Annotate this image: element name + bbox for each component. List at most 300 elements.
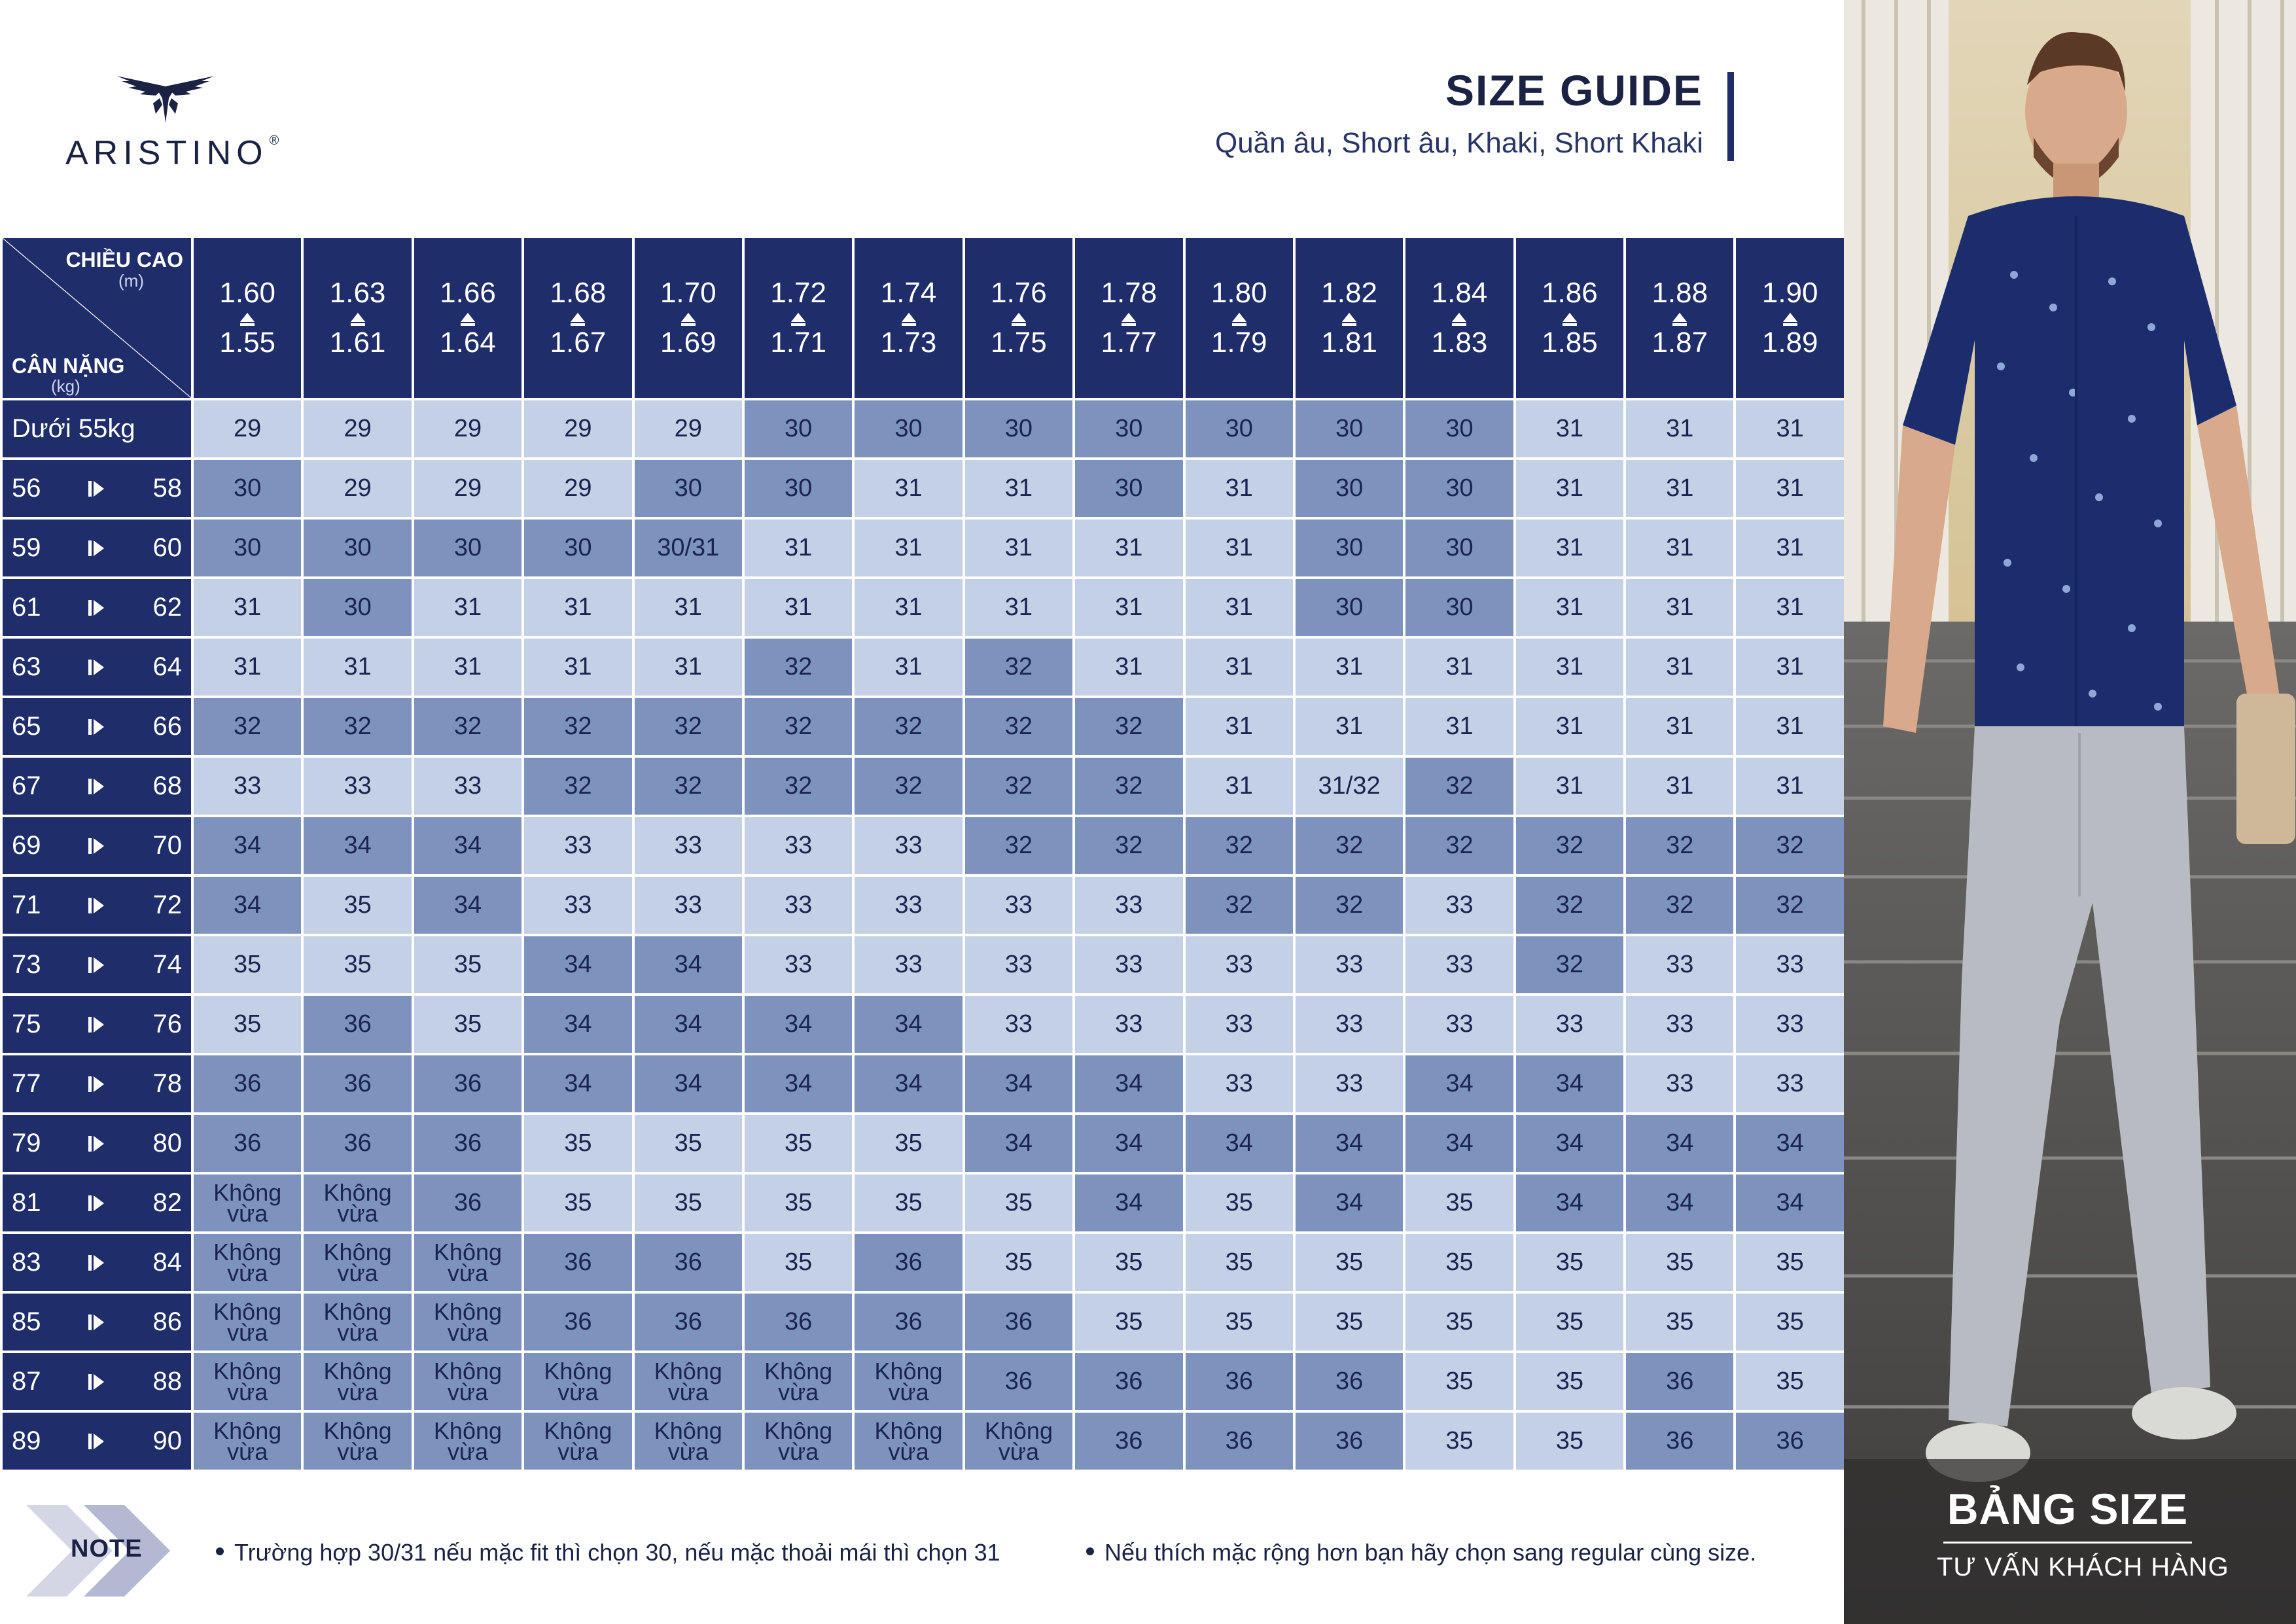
size-cell: 30 [1294, 399, 1404, 459]
size-cell: 31 [1625, 697, 1735, 756]
height-column-header [1294, 237, 1404, 399]
size-cell: Không vừa [743, 1352, 853, 1411]
size-cell: Không vừa [302, 1173, 412, 1233]
weight-row-header [1, 637, 192, 697]
height-min: 1.77 [1101, 327, 1157, 359]
size-cell: 33 [1735, 995, 1845, 1054]
size-cell: Không vừa [964, 1411, 1074, 1471]
size-cell: 32 [1074, 756, 1184, 816]
size-cell: 34 [743, 1054, 853, 1114]
size-cell: 31 [413, 637, 523, 697]
size-cell: 31 [1735, 578, 1845, 637]
up-arrow-icon [1783, 313, 1797, 322]
weight-to: 88 [152, 1367, 182, 1396]
weight-to: 64 [152, 652, 182, 681]
size-cell: 30 [1074, 459, 1184, 518]
size-cell: 32 [1404, 756, 1514, 816]
size-cell: 34 [413, 816, 523, 875]
size-cell: 35 [964, 1173, 1074, 1233]
weight-row-header [1, 1292, 192, 1352]
size-cell: 30 [1404, 399, 1514, 459]
size-cell: Không vừa [633, 1352, 743, 1411]
table-row [1, 1411, 1845, 1471]
table-row [1, 518, 1845, 578]
weight-from: 89 [12, 1426, 41, 1455]
weight-row-header [1, 1233, 192, 1292]
table-corner-header [1, 237, 192, 399]
size-cell: 32 [523, 756, 633, 816]
size-cell: 31 [1735, 637, 1845, 697]
table-row [1, 399, 1845, 459]
height-max: 1.80 [1210, 277, 1267, 309]
height-min: 1.61 [329, 327, 386, 359]
size-cell: 30 [1184, 399, 1294, 459]
size-cell: 31 [964, 578, 1074, 637]
size-cell: 33 [1184, 995, 1294, 1054]
weight-to: 58 [152, 474, 182, 503]
weight-row-header [1, 518, 192, 578]
size-cell: 30 [1294, 578, 1404, 637]
height-max: 1.84 [1431, 277, 1488, 309]
size-cell: 35 [523, 1114, 633, 1173]
weight-range [12, 950, 182, 980]
size-cell: 33 [1184, 935, 1294, 995]
size-cell: 36 [1184, 1352, 1294, 1411]
caption-subtitle: TƯ VẤN KHÁCH HÀNG [1937, 1553, 2229, 1581]
size-cell: 31 [633, 637, 743, 697]
size-cell: 31 [1515, 578, 1625, 637]
size-cell: 32 [743, 756, 853, 816]
weight-row-header [1, 875, 192, 935]
table-row [1, 816, 1845, 875]
size-cell: 29 [413, 459, 523, 518]
size-cell: Không vừa [523, 1352, 633, 1411]
height-max: 1.76 [991, 277, 1047, 309]
size-cell: 31 [743, 578, 853, 637]
size-cell: 35 [302, 875, 412, 935]
weight-unit: (kg) [51, 376, 80, 396]
height-column-header [1515, 237, 1625, 399]
size-cell: 30 [192, 459, 302, 518]
size-cell: 35 [1625, 1233, 1735, 1292]
table-row [1, 459, 1845, 518]
height-min: 1.69 [660, 327, 716, 359]
size-cell: 31 [1625, 518, 1735, 578]
size-cell: 32 [1404, 816, 1514, 875]
size-cell: 31 [853, 459, 963, 518]
size-cell: 34 [1515, 1173, 1625, 1233]
size-cell: 30 [743, 459, 853, 518]
size-cell: 36 [192, 1114, 302, 1173]
size-cell: 32 [1294, 875, 1404, 935]
table-row [1, 875, 1845, 935]
size-cell: 33 [1625, 935, 1735, 995]
height-column-header [853, 237, 963, 399]
weight-from: 63 [12, 652, 41, 681]
size-cell: Không vừa [192, 1173, 302, 1233]
size-cell: 32 [853, 697, 963, 756]
height-max: 1.63 [329, 277, 386, 309]
size-cell: 35 [743, 1173, 853, 1233]
size-cell: 32 [1184, 875, 1294, 935]
weight-from: 81 [12, 1188, 41, 1217]
size-cell: 33 [1294, 995, 1404, 1054]
size-cell: 34 [1294, 1114, 1404, 1173]
size-cell: 33 [1404, 935, 1514, 995]
size-cell: 31 [192, 578, 302, 637]
size-cell: 31 [1184, 459, 1294, 518]
size-cell: 35 [192, 935, 302, 995]
size-cell: 35 [413, 935, 523, 995]
weight-from: 85 [12, 1307, 41, 1336]
size-cell: 31 [853, 637, 963, 697]
size-cell: 35 [1294, 1233, 1404, 1292]
weight-range [12, 1188, 182, 1218]
height-axis-label [65, 249, 183, 291]
weight-range [12, 712, 182, 741]
play-arrow-icon [88, 778, 105, 795]
size-cell: 31 [964, 518, 1074, 578]
size-cell: 31 [1404, 637, 1514, 697]
play-arrow-icon [88, 838, 105, 855]
size-cell: 34 [1515, 1114, 1625, 1173]
weight-to: 62 [152, 593, 182, 622]
size-cell: 36 [743, 1292, 853, 1352]
size-cell: 31 [1515, 756, 1625, 816]
size-cell: Không vừa [853, 1352, 963, 1411]
size-cell: 29 [302, 459, 412, 518]
weight-range [12, 1010, 182, 1039]
weight-row-header [1, 459, 192, 518]
weight-from: 61 [12, 593, 41, 622]
size-cell: 36 [633, 1292, 743, 1352]
size-cell: 33 [743, 875, 853, 935]
play-arrow-icon [88, 540, 105, 557]
size-cell: 33 [964, 995, 1074, 1054]
size-cell: 32 [633, 697, 743, 756]
size-cell: 33 [743, 816, 853, 875]
table-row [1, 637, 1845, 697]
size-cell: 31 [1515, 697, 1625, 756]
weight-row-header [1, 816, 192, 875]
weight-range [12, 1069, 182, 1099]
weight-label: Dưới 55kg [12, 414, 135, 443]
size-cell: 33 [1404, 995, 1514, 1054]
size-cell: 35 [1404, 1173, 1514, 1233]
photo-caption [1937, 1484, 2229, 1582]
height-column-header [413, 237, 523, 399]
brand-name [65, 133, 279, 173]
weight-from: 77 [12, 1069, 41, 1098]
size-cell: 35 [1515, 1233, 1625, 1292]
size-cell: 34 [743, 995, 853, 1054]
weight-from: 59 [12, 533, 41, 562]
weight-label: CÂN NẶNG [12, 354, 125, 378]
up-arrow-icon [1672, 313, 1687, 322]
size-cell: 33 [1625, 1054, 1735, 1114]
weight-row-header [1, 1352, 192, 1411]
size-cell: 31 [1735, 756, 1845, 816]
height-column-header [1625, 237, 1735, 399]
size-cell: 35 [1184, 1173, 1294, 1233]
size-cell: 33 [853, 935, 963, 995]
play-arrow-icon [88, 1076, 105, 1093]
brand-block [65, 72, 279, 177]
weight-to: 70 [152, 831, 182, 860]
size-cell: 29 [523, 459, 633, 518]
size-cell: 31 [964, 459, 1074, 518]
up-arrow-icon [1012, 313, 1026, 322]
size-cell: 32 [743, 637, 853, 697]
size-cell: 35 [1404, 1233, 1514, 1292]
size-cell: 34 [1074, 1054, 1184, 1114]
size-cell: 35 [1184, 1233, 1294, 1292]
size-cell: 30 [1404, 518, 1514, 578]
size-cell: 36 [1184, 1411, 1294, 1471]
size-cell: 33 [302, 756, 412, 816]
size-cell: Không vừa [192, 1352, 302, 1411]
size-cell: 31 [1625, 399, 1735, 459]
size-cell: 32 [523, 697, 633, 756]
size-cell: 33 [1294, 935, 1404, 995]
size-cell: 33 [1074, 875, 1184, 935]
height-min: 1.85 [1542, 327, 1598, 359]
size-cell: 33 [1074, 935, 1184, 995]
page-title: SIZE GUIDE [1445, 66, 1703, 115]
weight-from: 73 [12, 950, 41, 979]
size-cell: 31 [1184, 637, 1294, 697]
weight-range [12, 891, 182, 920]
table-row [1, 1114, 1845, 1173]
caption-divider [1943, 1542, 2192, 1544]
size-cell: 33 [743, 935, 853, 995]
weight-to: 90 [152, 1426, 182, 1455]
size-cell: 30 [1294, 459, 1404, 518]
size-cell: 33 [192, 756, 302, 816]
play-arrow-icon [88, 718, 105, 735]
bullet-icon [216, 1547, 224, 1555]
table-row [1, 1233, 1845, 1292]
up-arrow-icon [571, 313, 585, 322]
size-cell: 34 [1625, 1114, 1735, 1173]
size-cell: 31 [1515, 459, 1625, 518]
size-cell: 34 [1184, 1114, 1294, 1173]
size-cell: 30 [743, 399, 853, 459]
size-cell: 32 [964, 756, 1074, 816]
table-row [1, 995, 1845, 1054]
size-cell: 31 [1735, 399, 1845, 459]
size-cell: 30 [964, 399, 1074, 459]
size-cell: 35 [853, 1114, 963, 1173]
size-cell: 30 [1074, 399, 1184, 459]
size-cell: 30 [633, 459, 743, 518]
size-cell: 30 [192, 518, 302, 578]
weight-range [12, 1426, 182, 1456]
weight-from: 67 [12, 771, 41, 800]
weight-row-header [1, 1054, 192, 1114]
size-cell: 33 [523, 875, 633, 935]
size-cell: 33 [1515, 995, 1625, 1054]
size-cell: 31 [1735, 697, 1845, 756]
table-row [1, 1054, 1845, 1114]
size-cell: 33 [1404, 875, 1514, 935]
size-cell: 31 [1074, 518, 1184, 578]
size-cell: 34 [853, 995, 963, 1054]
size-cell: 31 [1515, 518, 1625, 578]
size-cell: 33 [523, 816, 633, 875]
size-cell: 33 [1735, 935, 1845, 995]
height-label: CHIỀU CAO [65, 248, 183, 272]
size-cell: 34 [633, 1054, 743, 1114]
up-arrow-icon [1342, 313, 1356, 322]
size-cell: 31 [1515, 637, 1625, 697]
up-arrow-icon [1452, 313, 1466, 322]
height-min: 1.64 [440, 327, 496, 359]
size-cell: 29 [302, 399, 412, 459]
size-cell: 32 [1184, 816, 1294, 875]
size-cell: 32 [964, 697, 1074, 756]
weight-range [12, 1248, 182, 1277]
weight-row-header [1, 399, 192, 459]
up-arrow-icon [461, 313, 475, 322]
size-cell: 31 [1625, 756, 1735, 816]
weight-range [12, 1367, 182, 1396]
height-max: 1.66 [440, 277, 496, 309]
size-cell: 34 [192, 875, 302, 935]
size-cell: 34 [964, 1054, 1074, 1114]
size-cell: 35 [413, 995, 523, 1054]
size-cell: 30/31 [633, 518, 743, 578]
size-cell: 35 [853, 1173, 963, 1233]
height-min: 1.71 [770, 327, 826, 359]
size-cell: 34 [523, 995, 633, 1054]
size-cell: 31 [1184, 697, 1294, 756]
height-max: 1.78 [1101, 277, 1157, 309]
size-cell: 34 [1074, 1114, 1184, 1173]
size-cell: 31 [1625, 459, 1735, 518]
size-cell: 35 [1735, 1233, 1845, 1292]
play-arrow-icon [88, 1254, 105, 1271]
weight-to: 66 [152, 712, 182, 741]
size-cell: 34 [192, 816, 302, 875]
size-cell: 31 [743, 518, 853, 578]
size-cell: 32 [1515, 935, 1625, 995]
size-cell: 32 [1735, 875, 1845, 935]
size-cell: 35 [1404, 1411, 1514, 1471]
size-cell: 35 [1404, 1352, 1514, 1411]
table-row [1, 1173, 1845, 1233]
size-cell: 32 [633, 756, 743, 816]
size-cell: 34 [1625, 1173, 1735, 1233]
weight-from: 56 [12, 474, 41, 503]
size-cell: 31 [633, 578, 743, 637]
size-cell: 36 [853, 1292, 963, 1352]
size-cell: Không vừa [743, 1411, 853, 1471]
size-cell: 32 [1625, 875, 1735, 935]
size-cell: 30 [302, 578, 412, 637]
size-cell: 31 [1294, 637, 1404, 697]
weight-from: 65 [12, 712, 41, 741]
size-cell: 35 [302, 935, 412, 995]
size-cell: 32 [1735, 816, 1845, 875]
size-cell: 36 [964, 1292, 1074, 1352]
height-max: 1.74 [880, 277, 937, 309]
height-max: 1.68 [550, 277, 607, 309]
size-cell: 31 [1184, 578, 1294, 637]
size-cell: 34 [413, 875, 523, 935]
size-cell: 30 [1404, 578, 1514, 637]
size-cell: 32 [1294, 816, 1404, 875]
height-column-header [192, 237, 302, 399]
size-cell: 34 [633, 935, 743, 995]
size-cell: 33 [1625, 995, 1735, 1054]
up-arrow-icon [791, 313, 805, 322]
size-cell: 33 [633, 816, 743, 875]
play-arrow-icon [88, 480, 105, 497]
size-cell: 30 [853, 399, 963, 459]
size-cell: 36 [192, 1054, 302, 1114]
weight-from: 71 [12, 891, 41, 919]
size-cell: 30 [523, 518, 633, 578]
size-cell: 34 [523, 935, 633, 995]
size-cell: 35 [743, 1114, 853, 1173]
size-cell: 36 [523, 1292, 633, 1352]
size-cell: 33 [964, 875, 1074, 935]
size-cell: 30 [413, 518, 523, 578]
weight-from: 69 [12, 831, 41, 860]
size-cell: 31 [1184, 518, 1294, 578]
size-cell: 36 [1735, 1411, 1845, 1471]
size-cell: 32 [1625, 816, 1735, 875]
size-cell: Không vừa [302, 1292, 412, 1352]
size-cell: 35 [1515, 1292, 1625, 1352]
size-cell: 32 [302, 697, 412, 756]
weight-range [12, 474, 182, 503]
eagle-logo-icon [116, 72, 215, 124]
size-cell: 31 [1625, 637, 1735, 697]
brand-name-text: ARISTINO [65, 134, 268, 172]
note-item-1 [216, 1539, 1000, 1566]
size-cell: 31 [192, 637, 302, 697]
height-header-row [1, 237, 1845, 399]
size-cell: 33 [853, 816, 963, 875]
height-max: 1.86 [1542, 277, 1598, 309]
size-cell: 36 [302, 1114, 412, 1173]
note-item-2-text: Nếu thích mặc rộng hơn bạn hãy chọn sang regular cùng size. [1104, 1539, 1757, 1566]
size-cell: 32 [1074, 816, 1184, 875]
model-photo-illustration [1844, 0, 2296, 1624]
size-cell: 30 [1404, 459, 1514, 518]
weight-row-header [1, 1173, 192, 1233]
height-max: 1.88 [1651, 277, 1708, 309]
height-max: 1.90 [1761, 277, 1818, 309]
weight-row-header [1, 756, 192, 816]
size-cell: 31 [1735, 518, 1845, 578]
size-cell: 32 [853, 756, 963, 816]
size-cell: 35 [964, 1233, 1074, 1292]
size-cell: 36 [413, 1054, 523, 1114]
weight-to: 80 [152, 1129, 182, 1157]
height-min: 1.89 [1761, 327, 1818, 359]
height-min: 1.75 [991, 327, 1047, 359]
size-cell: Không vừa [523, 1411, 633, 1471]
note-label: NOTE [71, 1535, 143, 1562]
size-cell: 33 [964, 935, 1074, 995]
play-arrow-icon [88, 957, 105, 974]
size-cell: 36 [964, 1352, 1074, 1411]
size-cell: 32 [1515, 875, 1625, 935]
size-cell: 36 [1294, 1352, 1404, 1411]
